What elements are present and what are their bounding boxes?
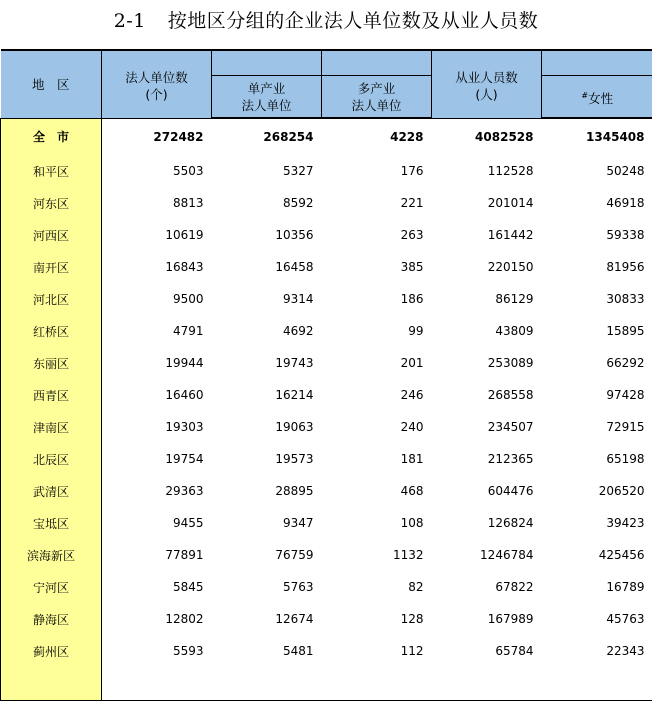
cell-single: 9314 [212, 283, 322, 315]
cell-region: 武清区 [1, 475, 102, 507]
cell-single: 12674 [212, 603, 322, 635]
header-units-line1: 法人单位数 [102, 69, 211, 86]
cell-region: 津南区 [1, 411, 102, 443]
cell-single: 76759 [212, 539, 322, 571]
table-title-text: 按地区分组的企业法人单位数及从业人员数 [168, 10, 539, 32]
cell-units: 272482 [102, 118, 212, 155]
cell-single: 16214 [212, 379, 322, 411]
cell-single: 268254 [212, 118, 322, 155]
cell-units: 8813 [102, 187, 212, 219]
table-row [1, 507, 652, 539]
cell-region: 河东区 [1, 187, 102, 219]
cell-employees: 268558 [432, 379, 542, 411]
cell-units: 16843 [102, 251, 212, 283]
table-row-empty [1, 667, 652, 701]
cell-female: 65198 [542, 443, 652, 475]
cell-region: 南开区 [1, 251, 102, 283]
table-row [1, 571, 652, 603]
cell-employees: 43809 [432, 315, 542, 347]
table-number: 2-1 [114, 10, 146, 32]
table-row [1, 443, 652, 475]
cell-units: 19754 [102, 443, 212, 475]
header-units-sub-spacer [212, 50, 322, 76]
cell-multi: 4228 [322, 118, 432, 155]
cell-region: 西青区 [1, 379, 102, 411]
cell-female: 46918 [542, 187, 652, 219]
cell-region: 和平区 [1, 155, 102, 187]
cell-multi: 468 [322, 475, 432, 507]
cell-multi: 99 [322, 315, 432, 347]
cell-region: 东丽区 [1, 347, 102, 379]
cell-single: 8592 [212, 187, 322, 219]
cell-employees: 126824 [432, 507, 542, 539]
cell-female: 425456 [542, 539, 652, 571]
cell-female: 16789 [542, 571, 652, 603]
table-row [1, 347, 652, 379]
cell-units: 4791 [102, 315, 212, 347]
table-row [1, 411, 652, 443]
cell-region: 全 市 [1, 118, 102, 155]
cell-employees: 234507 [432, 411, 542, 443]
header-employees-line2: (人) [432, 86, 541, 103]
cell-region: 红桥区 [1, 315, 102, 347]
table-title [0, 6, 652, 33]
cell-units: 77891 [102, 539, 212, 571]
cell-female: 15895 [542, 315, 652, 347]
table-row [1, 155, 652, 187]
cell-employees: 167989 [432, 603, 542, 635]
cell-single: 28895 [212, 475, 322, 507]
cell-employees: 112528 [432, 155, 542, 187]
cell-empty [322, 667, 432, 701]
cell-female: 59338 [542, 219, 652, 251]
cell-region-empty [1, 667, 102, 701]
cell-units: 16460 [102, 379, 212, 411]
cell-single: 4692 [212, 315, 322, 347]
table-row-total [1, 118, 652, 155]
header-multi [322, 76, 432, 119]
cell-multi: 186 [322, 283, 432, 315]
cell-multi: 128 [322, 603, 432, 635]
header-employees-line1: 从业人员数 [432, 69, 541, 86]
cell-units: 12802 [102, 603, 212, 635]
header-female [542, 76, 652, 119]
cell-employees: 67822 [432, 571, 542, 603]
header-female-spacer [542, 50, 652, 76]
header-female-mark: # [581, 91, 588, 100]
cell-single: 5763 [212, 571, 322, 603]
table-row [1, 283, 652, 315]
header-multi-line2: 法人单位 [322, 97, 431, 114]
table-row [1, 603, 652, 635]
table-row [1, 251, 652, 283]
cell-units: 19303 [102, 411, 212, 443]
cell-employees: 253089 [432, 347, 542, 379]
cell-empty [432, 667, 542, 701]
header-region: 地 区 [1, 50, 102, 118]
cell-employees: 161442 [432, 219, 542, 251]
cell-units: 19944 [102, 347, 212, 379]
cell-units: 10619 [102, 219, 212, 251]
cell-female: 66292 [542, 347, 652, 379]
cell-multi: 201 [322, 347, 432, 379]
cell-single: 9347 [212, 507, 322, 539]
cell-female: 39423 [542, 507, 652, 539]
table-row [1, 635, 652, 667]
table-row [1, 219, 652, 251]
cell-female: 97428 [542, 379, 652, 411]
cell-region: 河西区 [1, 219, 102, 251]
cell-employees: 1246784 [432, 539, 542, 571]
header-female-label: 女性 [588, 91, 613, 106]
cell-single: 19063 [212, 411, 322, 443]
table-row [1, 539, 652, 571]
table-row [1, 379, 652, 411]
header-employees [432, 50, 542, 118]
cell-employees: 604476 [432, 475, 542, 507]
header-multi-spacer [322, 50, 432, 76]
cell-female: 30833 [542, 283, 652, 315]
table-row [1, 315, 652, 347]
cell-empty [542, 667, 652, 701]
cell-multi: 176 [322, 155, 432, 187]
header-single-line1: 单产业 [212, 80, 321, 97]
cell-units: 5593 [102, 635, 212, 667]
cell-multi: 108 [322, 507, 432, 539]
cell-units: 9500 [102, 283, 212, 315]
table-row [1, 187, 652, 219]
cell-multi: 1132 [322, 539, 432, 571]
cell-region: 河北区 [1, 283, 102, 315]
cell-units: 5845 [102, 571, 212, 603]
cell-female: 50248 [542, 155, 652, 187]
cell-single: 19743 [212, 347, 322, 379]
cell-multi: 181 [322, 443, 432, 475]
cell-employees: 65784 [432, 635, 542, 667]
cell-region: 宝坻区 [1, 507, 102, 539]
cell-region: 滨海新区 [1, 539, 102, 571]
cell-units: 5503 [102, 155, 212, 187]
cell-female: 45763 [542, 603, 652, 635]
header-units-line2: (个) [102, 86, 211, 103]
cell-employees: 86129 [432, 283, 542, 315]
cell-multi: 385 [322, 251, 432, 283]
cell-employees: 4082528 [432, 118, 542, 155]
cell-employees: 201014 [432, 187, 542, 219]
cell-empty [212, 667, 322, 701]
cell-single: 16458 [212, 251, 322, 283]
cell-employees: 212365 [432, 443, 542, 475]
cell-single: 10356 [212, 219, 322, 251]
cell-multi: 263 [322, 219, 432, 251]
cell-female: 22343 [542, 635, 652, 667]
cell-multi: 82 [322, 571, 432, 603]
table-row [1, 475, 652, 507]
cell-units: 29363 [102, 475, 212, 507]
cell-multi: 240 [322, 411, 432, 443]
statistics-table [0, 49, 652, 701]
cell-multi: 112 [322, 635, 432, 667]
cell-empty [102, 667, 212, 701]
cell-female: 206520 [542, 475, 652, 507]
table-body [1, 118, 652, 701]
header-multi-line1: 多产业 [322, 80, 431, 97]
cell-single: 5327 [212, 155, 322, 187]
header-units [102, 50, 212, 118]
header-single [212, 76, 322, 119]
cell-single: 19573 [212, 443, 322, 475]
cell-region: 北辰区 [1, 443, 102, 475]
cell-multi: 221 [322, 187, 432, 219]
cell-female: 1345408 [542, 118, 652, 155]
cell-units: 9455 [102, 507, 212, 539]
cell-multi: 246 [322, 379, 432, 411]
cell-female: 72915 [542, 411, 652, 443]
cell-region: 宁河区 [1, 571, 102, 603]
cell-region: 静海区 [1, 603, 102, 635]
cell-employees: 220150 [432, 251, 542, 283]
header-single-line2: 法人单位 [212, 97, 321, 114]
cell-female: 81956 [542, 251, 652, 283]
cell-region: 蓟州区 [1, 635, 102, 667]
cell-single: 5481 [212, 635, 322, 667]
